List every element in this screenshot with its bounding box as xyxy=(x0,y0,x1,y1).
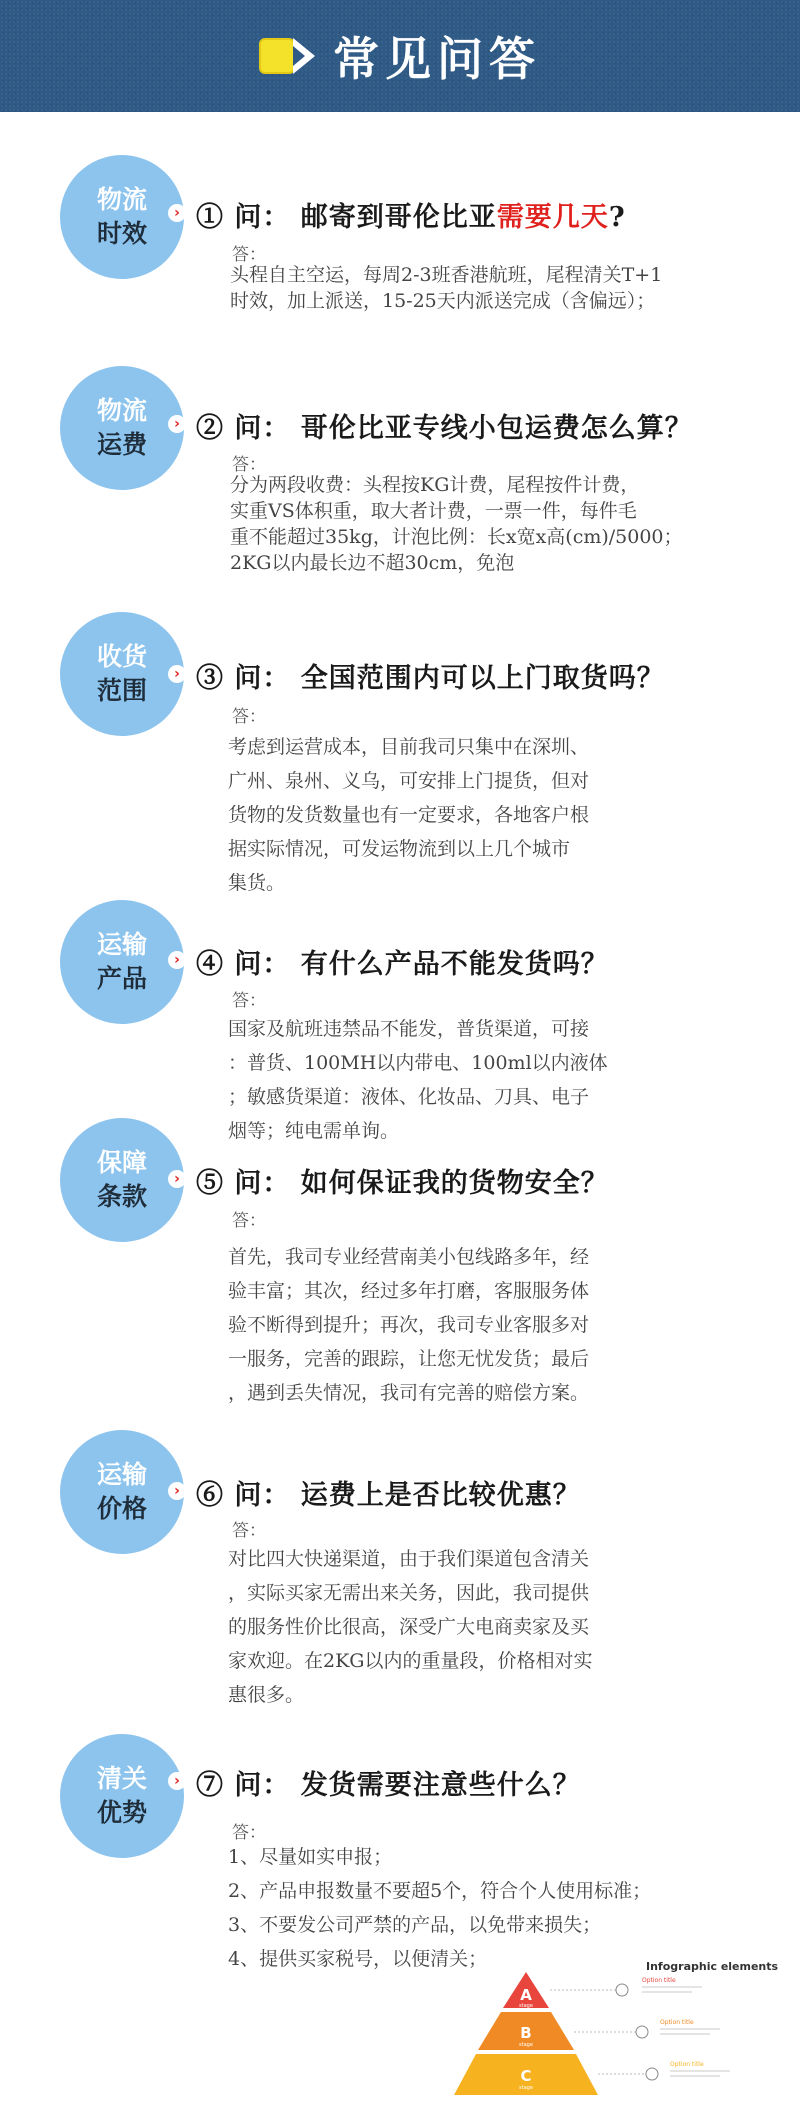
answer-text: 对比四大快递渠道，由于我们渠道包含清关 ，实际买家无需出来关务，因此，我司提供 的服务性价比很高，深受广大电商卖家及买 家欢迎。在2KG以内的重量段，价格相对实 惠很多。 xyxy=(228,1548,593,1706)
question-highlight: 需要几天 xyxy=(496,202,609,233)
category-tag-top: 清关 xyxy=(96,1764,147,1793)
question-text: ④ 问： 有什么产品不能发货吗？ xyxy=(196,949,609,980)
answer-text: 国家及航班违禁品不能发，普货渠道，可接 ：普货、100MH以内带电、100ml以内液体 ；敏感货渠道：液体、化妆品、刀具、电子 烟等；纯电需单询。 xyxy=(228,1018,608,1142)
category-circle xyxy=(60,900,184,1024)
category-tag-bottom: 范围 xyxy=(96,676,147,705)
tier-b-sub: stage xyxy=(519,2042,533,2048)
category-tag-top: 运输 xyxy=(96,1460,147,1489)
tier-a-letter: A xyxy=(520,1986,532,2004)
chevron-right-icon: › xyxy=(168,204,186,222)
question-text: ⑤ 问： 如何保证我的货物安全？ xyxy=(196,1168,609,1199)
question-text: ① 问： 邮寄到哥伦比亚需要几天? xyxy=(196,202,626,233)
chevron-right-icon: › xyxy=(168,415,186,433)
category-tag-top: 运输 xyxy=(96,930,147,959)
category-tag-top: 物流 xyxy=(96,185,147,214)
answer-label: 答： xyxy=(232,1823,266,1843)
answer-label: 答： xyxy=(232,1211,266,1231)
infographic-title: Infographic elements xyxy=(646,1960,779,1973)
chevron-right-icon xyxy=(293,38,315,74)
category-circle xyxy=(60,612,184,736)
answer-label: 答： xyxy=(232,707,266,727)
category-circle xyxy=(60,1430,184,1554)
answer-text: 考虑到运营成本，目前我司只集中在深圳、 广州、泉州、义乌，可安排上门提货，但对 货物的发货数量也有一定要求，各地客户根 据实际情况，可发运物流到以上几个城市 集货。 xyxy=(228,736,590,894)
answer-label: 答： xyxy=(232,455,266,475)
question-text: ⑦ 问： 发货需要注意些什么？ xyxy=(196,1770,581,1801)
category-tag-bottom: 产品 xyxy=(96,964,147,993)
question-text: ③ 问： 全国范围内可以上门取货吗？ xyxy=(196,663,665,694)
chevron-right-icon: › xyxy=(168,665,186,683)
chevron-right-icon: › xyxy=(168,951,186,969)
chevron-right-icon: › xyxy=(168,1482,186,1500)
option-icon-a xyxy=(616,1984,628,1996)
question-text: ② 问： 哥伦比亚专线小包运费怎么算？ xyxy=(196,413,693,444)
page-title: 常见问答 xyxy=(333,32,541,86)
answer-text: 分为两段收费：头程按KG计费，尾程按件计费， 实重VS体积重，取大者计费，一票一件，每件毛 重不能超过35kg，计泡比例：长x宽x高(cm)/5000； 2KG以内最长边不超30cm，免泡 xyxy=(230,474,683,574)
answer-label: 答： xyxy=(232,245,266,265)
category-tag-top: 收货 xyxy=(96,642,147,671)
category-circle xyxy=(60,155,184,279)
category-circle xyxy=(60,1118,184,1242)
infographic-pyramid xyxy=(446,1950,779,2110)
answer-text: 头程自主空运，每周2-3班香港航班，尾程清关T+1 时效，加上派送，15-25天内派送完成（含偏远）； xyxy=(230,264,663,312)
category-tag-bottom: 时效 xyxy=(96,219,147,248)
category-tag-bottom: 价格 xyxy=(96,1494,147,1523)
answer-label: 答： xyxy=(232,1521,266,1541)
answer-label: 答： xyxy=(232,991,266,1011)
category-tag-bottom: 条款 xyxy=(96,1182,147,1211)
chevron-right-icon: › xyxy=(168,1170,186,1188)
category-circle xyxy=(60,1734,184,1858)
answer-text: 首先，我司专业经营南美小包线路多年，经 验丰富；其次，经过多年打磨，客服服务体 验不断得到提升；再次，我司专业客服多对 一服务，完善的跟踪，让您无忧发货；最后 ，遇到丢失情况，我司有完善的赔偿方案。 xyxy=(228,1246,590,1404)
category-tag-top: 保障 xyxy=(96,1148,147,1177)
option-icon-b xyxy=(636,2026,648,2038)
tier-b-letter: B xyxy=(520,2024,532,2042)
option-title-c: Option title xyxy=(670,2061,704,2068)
tier-a-sub: stage xyxy=(519,2003,533,2009)
answer-text: 1、尽量如实申报； 2、产品申报数量不要超5个，符合个人使用标准； 3、不要发公司严禁的产品，以免带来损失； 4、提供买家税号，以便清关； xyxy=(228,1846,652,1970)
option-title-a: Option title xyxy=(642,1977,676,1984)
chevron-right-icon: › xyxy=(168,1772,186,1790)
category-circle xyxy=(60,366,184,490)
option-title-b: Option title xyxy=(660,2019,694,2026)
header-banner xyxy=(0,0,800,112)
question-text: ⑥ 问： 运费上是否比较优惠？ xyxy=(196,1480,581,1511)
category-tag-bottom: 优势 xyxy=(96,1798,147,1827)
tier-c-letter: C xyxy=(520,2067,532,2085)
tier-c-sub: stage xyxy=(519,2085,533,2091)
yellow-square-icon xyxy=(259,38,295,74)
category-tag-bottom: 运费 xyxy=(96,430,147,459)
option-icon-c xyxy=(646,2068,658,2080)
category-tag-top: 物流 xyxy=(96,396,147,425)
header-badge xyxy=(259,38,315,74)
pyramid-graphic xyxy=(446,1950,766,2110)
